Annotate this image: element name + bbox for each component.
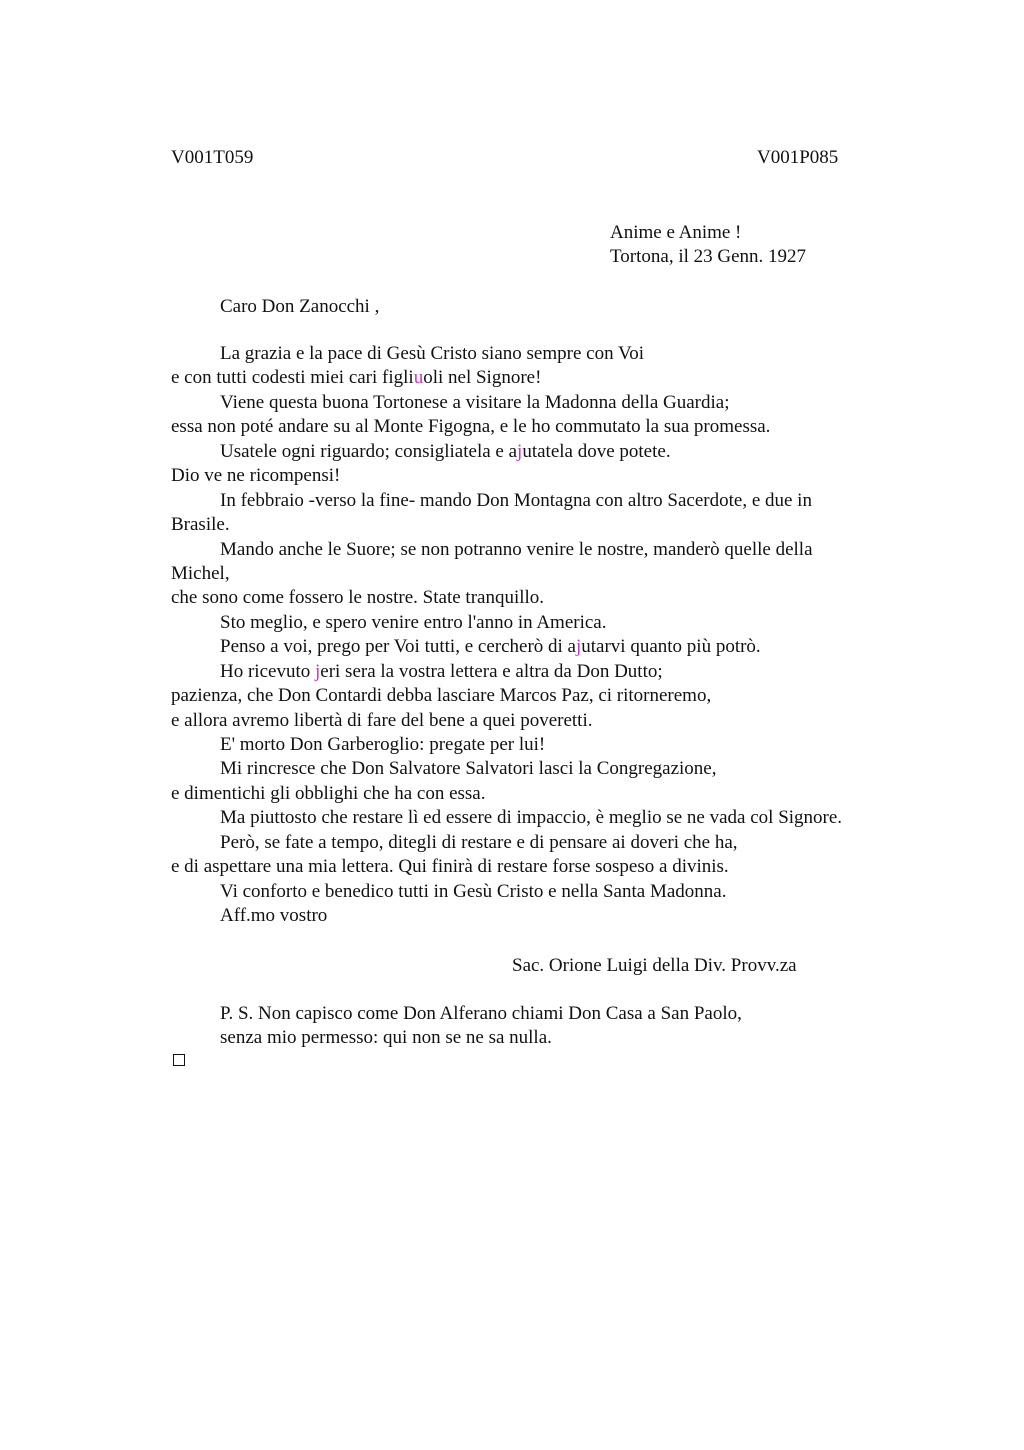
body-text: essa non poté andare su al Monte Figogna, e le ho commutato la sua promessa. bbox=[171, 416, 771, 438]
body-line bbox=[171, 562, 931, 586]
body-text: Ho ricevuto bbox=[220, 660, 315, 682]
body-line bbox=[171, 415, 931, 439]
body-text: utatela dove potete. bbox=[522, 440, 671, 462]
body-text: eri sera la vostra lettera e altra da Don Dutto; bbox=[320, 660, 663, 682]
body-line bbox=[171, 366, 931, 390]
body-line bbox=[171, 464, 931, 488]
header-right-code: V001P085 bbox=[757, 147, 839, 168]
body-text: utarvi quanto più potrò. bbox=[581, 636, 761, 658]
body-text: Michel, bbox=[171, 562, 230, 584]
body-text: La grazia e la pace di Gesù Cristo siano sempre con Voi bbox=[220, 343, 645, 364]
body-line bbox=[171, 660, 931, 684]
body-text: e allora avremo libertà di fare del bene a quei poveretti. bbox=[171, 709, 593, 731]
signature: Sac. Orione Luigi della Div. Provv.za bbox=[512, 955, 797, 976]
highlighted-letter: j bbox=[314, 660, 321, 682]
body-text: In febbraio -verso la fine- mando Don Montagna con altro Sacerdote, e due in bbox=[220, 489, 812, 511]
postscript-line: senza mio permesso: qui non se ne sa nulla. bbox=[220, 1027, 552, 1049]
body-text: Ma piuttosto che restare lì ed essere di impaccio, è meglio se ne vada col Signore. bbox=[220, 807, 843, 829]
body-text: Penso a voi, prego per Voi tutti, e cercherò di a bbox=[220, 636, 576, 658]
body-text: Aff.mo vostro bbox=[220, 905, 328, 927]
body-text: Mando anche le Suore; se non potranno venire le nostre, manderò quelle della bbox=[220, 538, 813, 560]
body-text: Però, se fate a tempo, ditegli di restare e di pensare ai doveri che ha, bbox=[220, 831, 738, 853]
highlighted-letter: j bbox=[517, 440, 523, 462]
body-line bbox=[171, 586, 931, 610]
body-text: pazienza, che Don Contardi debba lasciare Marcos Paz, ci ritorneremo, bbox=[171, 685, 712, 707]
body-line bbox=[171, 440, 931, 464]
body-text: Mi rincresce che Don Salvatore Salvatori lasci la Congregazione, bbox=[220, 758, 717, 780]
body-text: Viene questa buona Tortonese a visitare la Madonna della Guardia; bbox=[220, 391, 730, 413]
body-line bbox=[171, 684, 931, 708]
body-text: Sto meglio, e spero venire entro l'anno in America. bbox=[220, 611, 607, 633]
highlighted-letter: u bbox=[413, 367, 424, 389]
body-line bbox=[171, 391, 931, 415]
body-text: Brasile. bbox=[171, 514, 230, 536]
body-text: Usatele ogni riguardo; consigliatela e a bbox=[220, 440, 518, 462]
body-line bbox=[171, 342, 931, 366]
end-mark-box bbox=[173, 1054, 185, 1066]
body-line bbox=[171, 489, 931, 513]
body-line bbox=[171, 904, 931, 928]
body-line bbox=[171, 831, 931, 855]
highlighted-letter: j bbox=[575, 636, 582, 658]
place-date: Tortona, il 23 Genn. 1927 bbox=[610, 246, 807, 267]
body-line bbox=[171, 855, 931, 879]
body-line bbox=[171, 635, 931, 659]
body-text: Dio ve ne ricompensi! bbox=[171, 465, 341, 487]
body-text: e dimentichi gli obblighi che ha con essa. bbox=[171, 782, 486, 804]
body-text: e di aspettare una mia lettera. Qui finirà di restare forse sospeso a divinis. bbox=[171, 856, 729, 878]
body-line bbox=[171, 709, 931, 733]
letter-title: Anime e Anime ! bbox=[610, 222, 742, 243]
body-line bbox=[171, 782, 931, 806]
body-line bbox=[171, 611, 931, 635]
body-text: che sono come fossero le nostre. State tranquillo. bbox=[171, 587, 545, 609]
body-line bbox=[171, 757, 931, 781]
salutation: Caro Don Zanocchi , bbox=[220, 296, 380, 317]
postscript bbox=[220, 1002, 742, 1051]
body-text: e con tutti codesti miei cari figli bbox=[171, 367, 414, 389]
header-left-code: V001T059 bbox=[171, 147, 254, 168]
body-line bbox=[171, 733, 931, 757]
body-text: oli nel Signore! bbox=[423, 367, 542, 389]
postscript-line: P. S. Non capisco come Don Alferano chiami Don Casa a San Paolo, bbox=[220, 1003, 742, 1024]
body-line bbox=[171, 806, 931, 830]
body-line bbox=[171, 538, 931, 562]
body-text: E' morto Don Garberoglio: pregate per lui! bbox=[220, 734, 546, 755]
body-line bbox=[171, 513, 931, 537]
body-line bbox=[171, 880, 931, 904]
body-text: Vi conforto e benedico tutti in Gesù Cristo e nella Santa Madonna. bbox=[220, 880, 727, 902]
letter-body bbox=[171, 342, 931, 929]
